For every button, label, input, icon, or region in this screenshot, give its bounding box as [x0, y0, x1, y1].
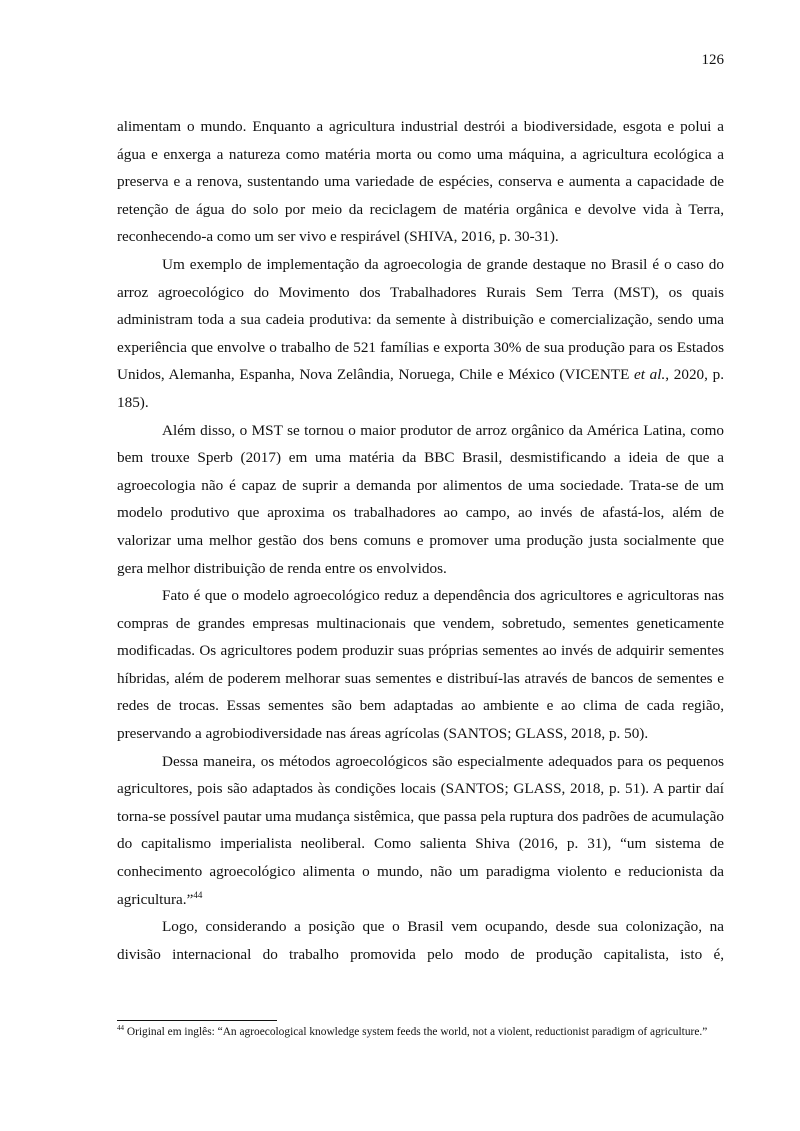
paragraph-3: Além disso, o MST se tornou o maior produtor de arroz orgânico da América Latina, como bem trouxe Sperb (2017) em uma matéria da BBC Brasil, desmistificando a ideia de que a agroecologia não é capaz de suprir a demanda por alimentos de uma sociedade. Trata-se de um modelo produtivo que aproxima os trabalhadores ao campo, ao invés de afastá-los, além de valorizar uma melhor gestão dos bens comuns e promover uma produção justa socialmente que gera melhor distribuição de renda entre os envolvidos. — [117, 421, 724, 577]
paragraph-5-text: Dessa maneira, os métodos agroecológicos são especialmente adequados para os pequenos agricultores, pois são adaptados às condições locais (SANTOS; GLASS, 2018, p. 51). A partir daí torna-se possível pautar uma mudança sistêmica, que passa pela ruptura dos padrões de acumulação do capitalismo imperialista neoliberal. Como salienta Shiva (2016, p. 31), “um sistema de conhecimento agroecológico alimenta o mundo, não um paradigma violento e reducionista da agricultura.” — [117, 752, 724, 908]
et-al-citation: et al. — [634, 366, 666, 384]
paragraph-2 — [117, 251, 724, 417]
footnote-number: 44 — [117, 1024, 124, 1033]
body-text — [117, 113, 724, 968]
page-number: 126 — [701, 52, 724, 68]
paragraph-6: Logo, considerando a posição que o Brasil vem ocupando, desde sua colonização, na divisão internacional do trabalho promovida pelo modo de produção capitalista, isto é, — [117, 918, 724, 963]
paragraph-4: Fato é que o modelo agroecológico reduz a dependência dos agricultores e agricultoras nas compras de grandes empresas multinacionais que vendem, sobretudo, sementes geneticamente modificadas. Os agricultores podem produzir suas próprias sementes ao invés de adquirir sementes híbridas, além de poderem melhorar suas sementes e distribuí-las através de bancos de sementes e redes de trocas. Essas sementes são bem adaptadas ao ambiente e ao clima de cada região, preservando a agrobiodiversidade nas áreas agrícolas (SANTOS; GLASS, 2018, p. 50). — [117, 587, 724, 743]
paragraph-2-citation-end: , 2020, p. 185). — [117, 366, 724, 411]
paragraph-1: alimentam o mundo. Enquanto a agricultura industrial destrói a biodiversidade, esgota e polui a água e enxerga a natureza como matéria morta ou como uma máquina, a agricultura ecológica a preserva e a renova, sustentando uma variedade de espécies, conserva e aumenta a capacidade de retenção de água do solo por meio da reciclagem de matéria orgânica e devolve vida à Terra, reconhecendo-a como um ser vivo e respirável (SHIVA, 2016, p. 30-31). — [117, 118, 724, 246]
paragraph-5 — [117, 748, 724, 914]
footnote-text: Original em inglês: “An agroecological knowledge system feeds the world, not a violent, reductionist paradigm of agriculture.” — [124, 1026, 708, 1038]
footnote-divider — [117, 1020, 277, 1021]
footnote — [117, 1026, 724, 1039]
paragraph-2-text: Um exemplo de implementação da agroecologia de grande destaque no Brasil é o caso do arroz agroecológico do Movimento dos Trabalhadores Rurais Sem Terra (MST), os quais administram toda a sua cadeia produtiva: da semente à distribuição e comercialização, sendo uma experiência que envolve o trabalho de 521 famílias e exporta 30% de sua produção para os Estados Unidos, Alemanha, Espanha, Nova Zelândia, Noruega, Chile e México (VICENTE — [117, 255, 724, 384]
footnote-reference: 44 — [193, 889, 203, 900]
